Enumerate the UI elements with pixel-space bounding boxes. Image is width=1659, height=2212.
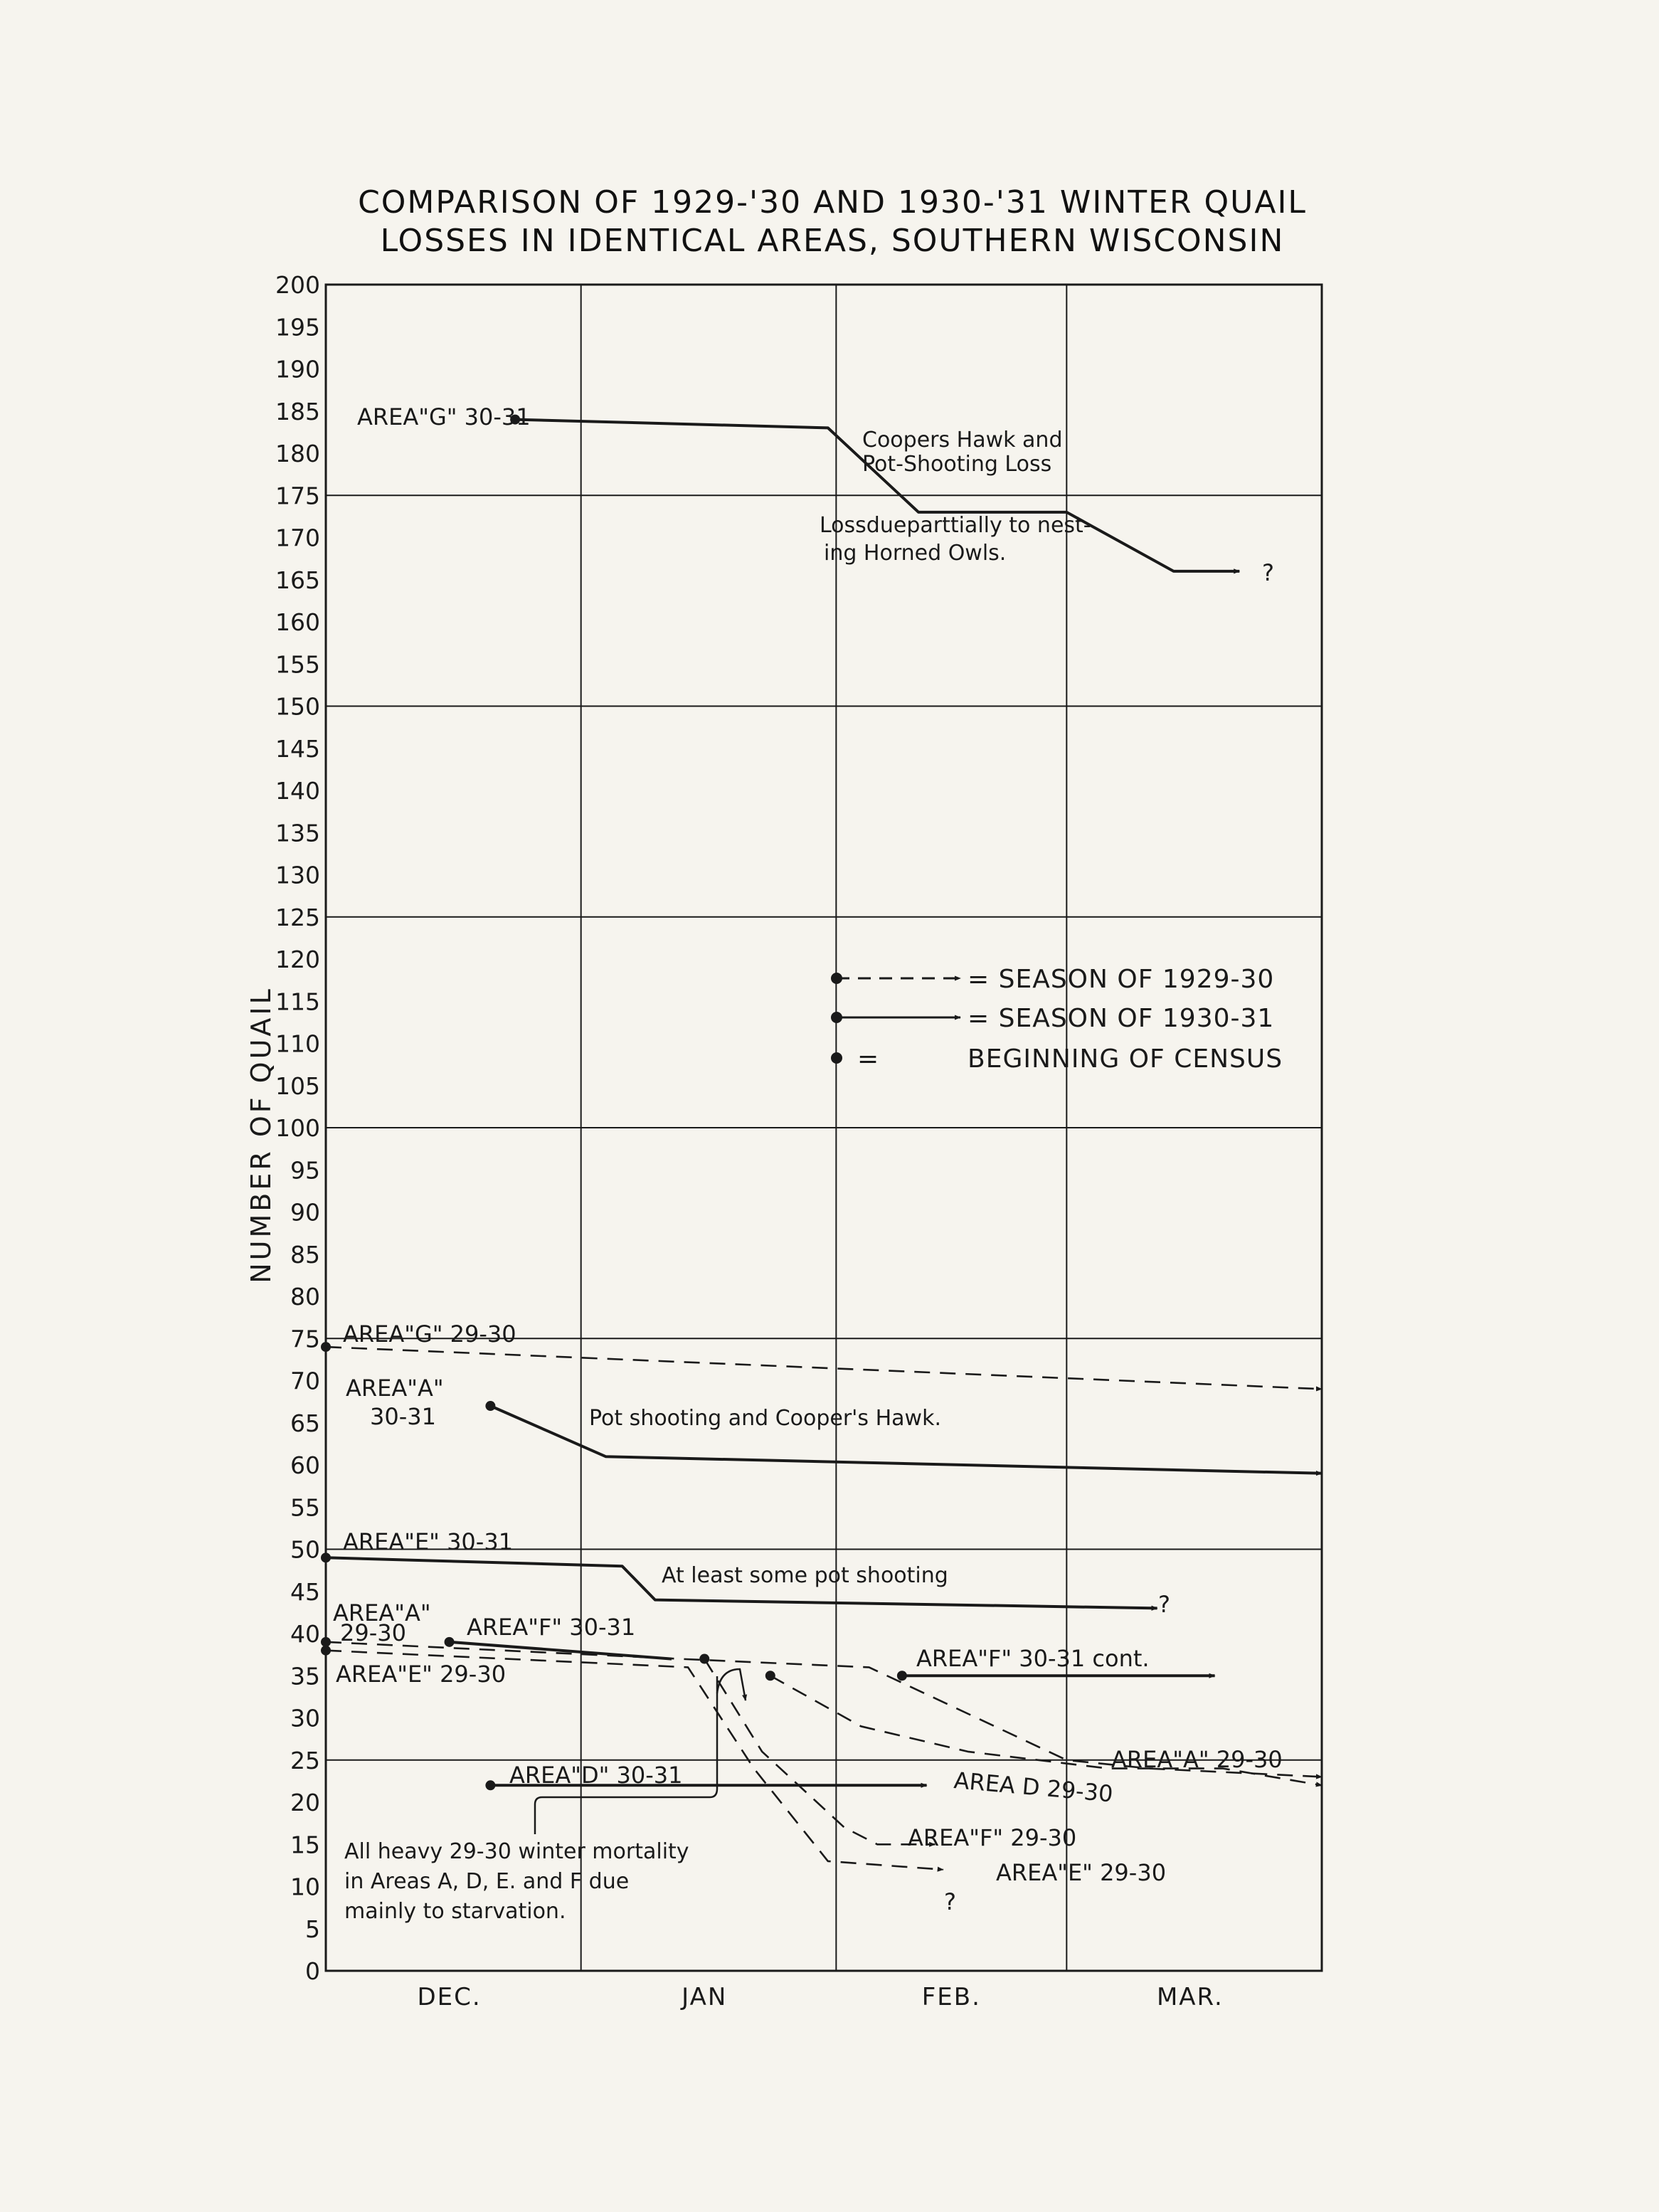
question-mark-e3031: ? bbox=[1158, 1591, 1170, 1618]
y-tick-label: 30 bbox=[290, 1704, 320, 1732]
y-tick-label: 110 bbox=[275, 1030, 320, 1058]
y-tick-label: 60 bbox=[290, 1451, 320, 1479]
y-tick-label: 0 bbox=[305, 1957, 320, 1985]
annotation-pot-shooting-coopers: Pot shooting and Cooper's Hawk. bbox=[589, 1406, 941, 1431]
annotation-coopers-hawk-1: Coopers Hawk and bbox=[862, 428, 1063, 453]
y-tick-label: 10 bbox=[290, 1873, 320, 1901]
annotation-starvation-3: mainly to starvation. bbox=[344, 1899, 566, 1924]
y-tick-label: 95 bbox=[290, 1156, 320, 1185]
legend-label-census: BEGINNING OF CENSUS bbox=[968, 1044, 1283, 1074]
y-tick-label: 145 bbox=[275, 734, 320, 763]
y-tick-label: 130 bbox=[275, 861, 320, 889]
census-start-dot-10 bbox=[485, 1780, 495, 1790]
legend bbox=[831, 965, 1283, 1074]
label-f-3031: AREA"F" 30-31 bbox=[467, 1614, 636, 1641]
annotation-horned-owls-1: Lossdueparttially to nest- bbox=[820, 513, 1091, 538]
y-tick-label: 40 bbox=[290, 1620, 320, 1648]
x-axis-ticks bbox=[417, 1983, 1223, 2011]
y-tick-label: 70 bbox=[290, 1367, 320, 1395]
y-tick-label: 150 bbox=[275, 692, 320, 721]
label-a-3031-line2: 30-31 bbox=[370, 1403, 436, 1430]
question-mark-g: ? bbox=[1262, 559, 1274, 586]
legend-label-census-eq: = bbox=[857, 1044, 880, 1074]
label-f-2930: AREA"F" 29-30 bbox=[908, 1824, 1077, 1851]
census-start-dot-9 bbox=[699, 1654, 709, 1664]
y-tick-label: 100 bbox=[275, 1114, 320, 1142]
census-start-dot-1 bbox=[321, 1342, 331, 1352]
y-tick-label: 50 bbox=[290, 1535, 320, 1564]
series-labels bbox=[333, 403, 1283, 1886]
chart-title-line-2: LOSSES IN IDENTICAL AREAS, SOUTHERN WISCONSIN bbox=[380, 223, 1285, 259]
annotation-starvation-2: in Areas A, D, E. and F due bbox=[344, 1869, 630, 1894]
label-e-2930: AREA"E" 29-30 bbox=[336, 1661, 507, 1688]
y-tick-label: 185 bbox=[275, 397, 320, 425]
legend-label-1930: = SEASON OF 1930-31 bbox=[968, 1004, 1275, 1033]
y-tick-label: 115 bbox=[275, 988, 320, 1016]
y-tick-label: 5 bbox=[305, 1915, 320, 1943]
x-tick-label: MAR. bbox=[1156, 1983, 1224, 2011]
y-tick-label: 75 bbox=[290, 1325, 320, 1353]
x-tick-label: JAN bbox=[682, 1983, 728, 2011]
y-tick-label: 140 bbox=[275, 777, 320, 805]
y-tick-label: 180 bbox=[275, 440, 320, 467]
census-start-dot-2 bbox=[485, 1401, 495, 1411]
label-e-3031: AREA"E" 30-31 bbox=[343, 1528, 514, 1555]
y-tick-label: 190 bbox=[275, 355, 320, 383]
series-layer bbox=[321, 415, 1322, 1870]
y-tick-label: 195 bbox=[275, 313, 320, 342]
label-e-2930-right: AREA"E" 29-30 bbox=[996, 1859, 1167, 1886]
census-start-dot-5 bbox=[321, 1646, 331, 1656]
label-a-2930-line2: 29-30 bbox=[340, 1619, 406, 1646]
census-start-dot-7 bbox=[897, 1671, 907, 1681]
y-tick-label: 20 bbox=[290, 1789, 320, 1816]
y-tick-label: 170 bbox=[275, 524, 320, 552]
y-tick-label: 200 bbox=[275, 271, 320, 299]
label-g-3031: AREA"G" 30-31 bbox=[357, 403, 531, 430]
y-tick-label: 105 bbox=[275, 1071, 320, 1100]
annotations bbox=[344, 428, 1274, 1924]
label-a-3031-line1: AREA"A" bbox=[346, 1375, 444, 1402]
y-tick-label: 45 bbox=[290, 1577, 320, 1606]
label-a-2930-line1: AREA"A" bbox=[333, 1599, 431, 1626]
y-tick-label: 25 bbox=[290, 1746, 320, 1774]
y-tick-label: 135 bbox=[275, 819, 320, 847]
y-tick-label: 125 bbox=[275, 903, 320, 931]
y-tick-label: 120 bbox=[275, 946, 320, 973]
annotation-horned-owls-2: ing Horned Owls. bbox=[824, 541, 1007, 566]
chart-title-line-1: COMPARISON OF 1929-'30 AND 1930-'31 WINTER QUAIL bbox=[358, 184, 1307, 221]
y-tick-label: 175 bbox=[275, 482, 320, 510]
label-d-2930: AREA D 29-30 bbox=[953, 1767, 1114, 1808]
census-start-dot-8 bbox=[765, 1671, 775, 1681]
census-start-dot-6 bbox=[445, 1637, 455, 1647]
legend-label-1929: = SEASON OF 1929-30 bbox=[968, 965, 1275, 994]
y-tick-label: 165 bbox=[275, 566, 320, 594]
y-tick-label: 15 bbox=[290, 1831, 320, 1859]
label-g-2930: AREA"G" 29-30 bbox=[343, 1321, 516, 1348]
series-line-9 bbox=[704, 1659, 935, 1845]
y-tick-label: 80 bbox=[290, 1283, 320, 1311]
annotation-starvation-1: All heavy 29-30 winter mortality bbox=[344, 1839, 689, 1864]
y-axis-ticks bbox=[275, 271, 320, 1985]
census-start-dot-3 bbox=[321, 1552, 331, 1562]
label-f-3031-cont: AREA"F" 30-31 cont. bbox=[916, 1645, 1150, 1672]
label-d-3031: AREA"D" 30-31 bbox=[509, 1762, 683, 1789]
x-tick-label: FEB. bbox=[921, 1983, 981, 2011]
y-tick-label: 85 bbox=[290, 1240, 320, 1269]
x-tick-label: DEC. bbox=[417, 1983, 482, 2011]
y-tick-label: 35 bbox=[290, 1662, 320, 1690]
series-line-1 bbox=[326, 1347, 1322, 1389]
y-tick-label: 65 bbox=[290, 1409, 320, 1437]
annotation-coopers-hawk-2: Pot-Shooting Loss bbox=[862, 452, 1052, 477]
starvation-bracket bbox=[535, 1676, 717, 1834]
legend-dot-census bbox=[831, 1052, 842, 1064]
y-axis-label: NUMBER OF QUAIL bbox=[245, 986, 277, 1284]
y-tick-label: 90 bbox=[290, 1198, 320, 1227]
series-line-6 bbox=[450, 1642, 672, 1659]
y-tick-label: 160 bbox=[275, 608, 320, 636]
annotation-pot-shooting: At least some pot shooting bbox=[662, 1563, 948, 1588]
question-mark-e2930: ? bbox=[944, 1888, 956, 1915]
label-a-2930-right: AREA"A" 29-30 bbox=[1111, 1746, 1283, 1773]
y-tick-label: 55 bbox=[290, 1493, 320, 1522]
y-tick-label: 155 bbox=[275, 650, 320, 679]
